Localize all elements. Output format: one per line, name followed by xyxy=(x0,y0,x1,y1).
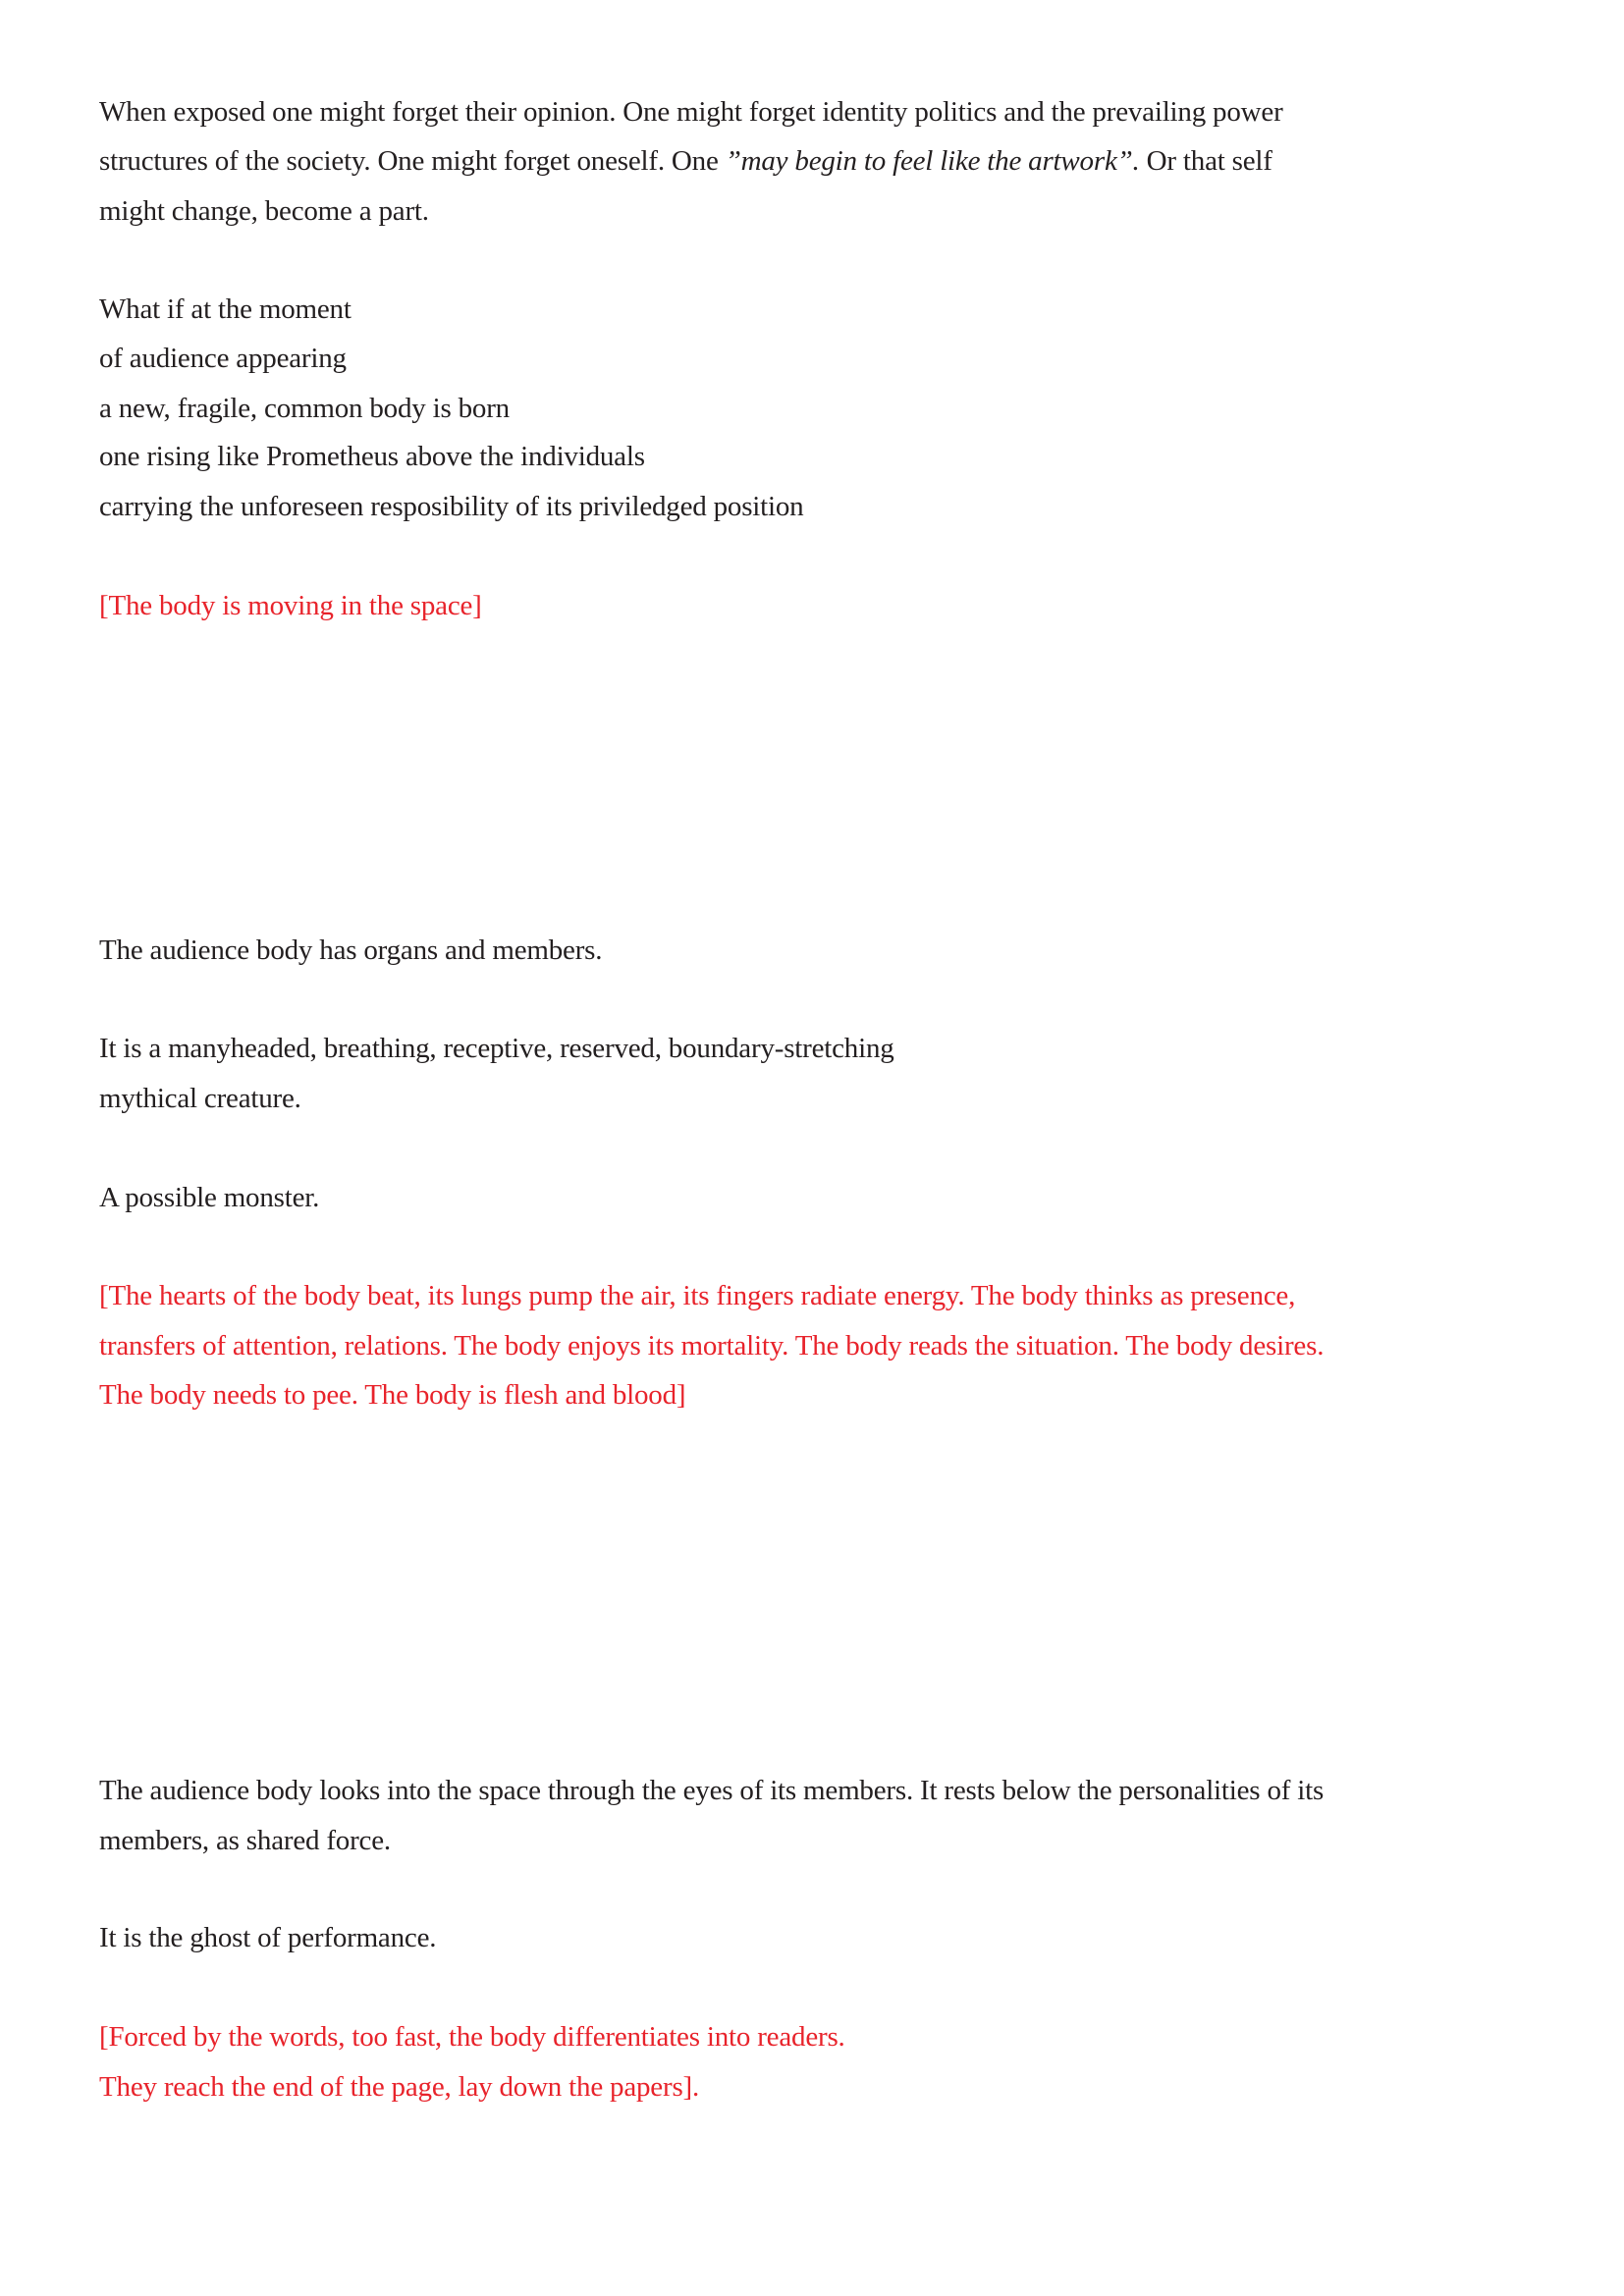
stage-direction-2: transfers of attention, relations. The body enjoys its mortality. The body reads the situation. The body desires. xyxy=(99,1330,1325,1362)
stage-direction-2: [The hearts of the body beat, its lungs pump the air, its fingers radiate energy. The body thinks as presence, xyxy=(99,1280,1296,1311)
looks-line: The audience body looks into the space through the eyes of its members. It rests below the personalities of its xyxy=(99,1775,1325,1806)
artwork-quote: ”may begin to feel like the artwork”. xyxy=(725,145,1140,177)
intro-line-1: When exposed one might forget their opinion. One might forget identity politics and the prevailing power xyxy=(99,96,1283,128)
intro-line-2 xyxy=(99,136,1272,186)
stage-direction-3: They reach the end of the page, lay down the papers]. xyxy=(99,2071,700,2103)
creature-line: mythical creature. xyxy=(99,1083,301,1114)
intro-line-3: might change, become a part. xyxy=(99,195,429,227)
stage-direction-3: [Forced by the words, too fast, the body differentiates into readers. xyxy=(99,2021,845,2053)
monster-line: A possible monster. xyxy=(99,1182,320,1213)
intro-text-end: Or that self xyxy=(1139,145,1272,177)
poem-line: one rising like Prometheus above the individuals xyxy=(99,441,645,472)
organs-line: The audience body has organs and members. xyxy=(99,934,603,966)
creature-line: It is a manyheaded, breathing, receptive, reserved, boundary-stretching xyxy=(99,1033,894,1064)
poem-line: a new, fragile, common body is born xyxy=(99,393,510,424)
poem-line: of audience appearing xyxy=(99,343,347,374)
looks-line: members, as shared force. xyxy=(99,1825,391,1856)
poem-line: What if at the moment xyxy=(99,294,352,325)
stage-direction-2: The body needs to pee. The body is flesh and blood] xyxy=(99,1379,686,1411)
ghost-line: It is the ghost of performance. xyxy=(99,1922,437,1953)
poem-line: carrying the unforeseen resposibility of its priviledged position xyxy=(99,491,804,522)
intro-text: structures of the society. One might forget oneself. One xyxy=(99,145,726,177)
stage-direction-1: [The body is moving in the space] xyxy=(99,590,482,621)
